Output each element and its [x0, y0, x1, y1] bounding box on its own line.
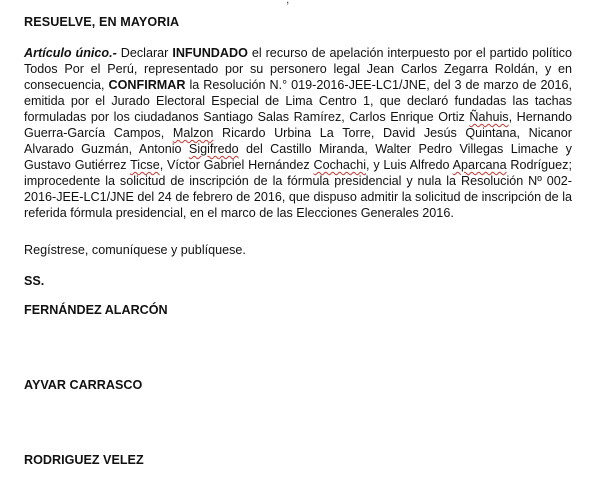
article-text: del Castillo Miranda, Walter Pedro Villegas Limache y Gustavo Gutiérrez: [24, 142, 572, 172]
article-text: Rodríguez; improcedente la solicitud de inscripción de la fórmula presidencial y nula la Resolución Nº 002-2016-JEE-LC1/JNE del 24 de febrero de 2016, que dispuso admitir la solicitud de inscripción de la referida fórmula presidencial, en el marco de las Elecciones Generales 2016.: [24, 158, 572, 220]
confirmar-keyword: CONFIRMAR: [108, 78, 186, 92]
article-text: , Víctor Gabriel Hernández: [159, 158, 314, 172]
spellcheck-word: Malzon: [172, 126, 214, 140]
spellcheck-word: Sigifredo: [188, 142, 239, 156]
resolution-heading: RESUELVE, EN MAYORIA: [24, 15, 180, 29]
article-text: el recurso de apelación interpuesto por el partido político Todos Por el Perú, representado por su personero legal Jean Carlos Zegarra Roldán, y en consecuencia,: [24, 46, 572, 92]
article-paragraph: [24, 45, 572, 221]
signatory-name: AYVAR CARRASCO: [24, 378, 143, 392]
top-mark: [286, 0, 289, 7]
article-text: , y Luis Alfredo: [366, 158, 453, 172]
ss-label: SS.: [24, 274, 45, 288]
spellcheck-word: Ticse: [130, 158, 160, 172]
spellcheck-word: Ñahuis: [469, 110, 509, 124]
spellcheck-word: Cochachi: [313, 158, 367, 172]
article-text: Declarar: [116, 46, 173, 60]
article-text: Ricardo Urbina La Torre, David Jesús Quintana, Nicanor Alvarado Guzmán, Antonio: [24, 126, 572, 156]
article-label: Artículo único.-: [24, 46, 117, 60]
closing-formula: Regístrese, comuníquese y publíquese.: [24, 243, 246, 257]
article-text: la Resolución N.° 019-2016-JEE-LC1/JNE, del 3 de marzo de 2016, emitida por el Jurado Electoral Especial de Lima Centro 1, que declaró fundadas las tachas formuladas por los ciudadanos Santiago Salas Ramírez, Carlos Enrique Ortiz: [24, 78, 573, 124]
spellcheck-word: Aparcana: [452, 158, 507, 172]
article-text: , Hernando Guerra-García Campos,: [24, 110, 572, 140]
signatory-name: FERNÁNDEZ ALARCÓN: [24, 303, 168, 317]
infundado-keyword: INFUNDADO: [172, 46, 248, 60]
signatory-name: RODRIGUEZ VELEZ: [24, 453, 144, 467]
